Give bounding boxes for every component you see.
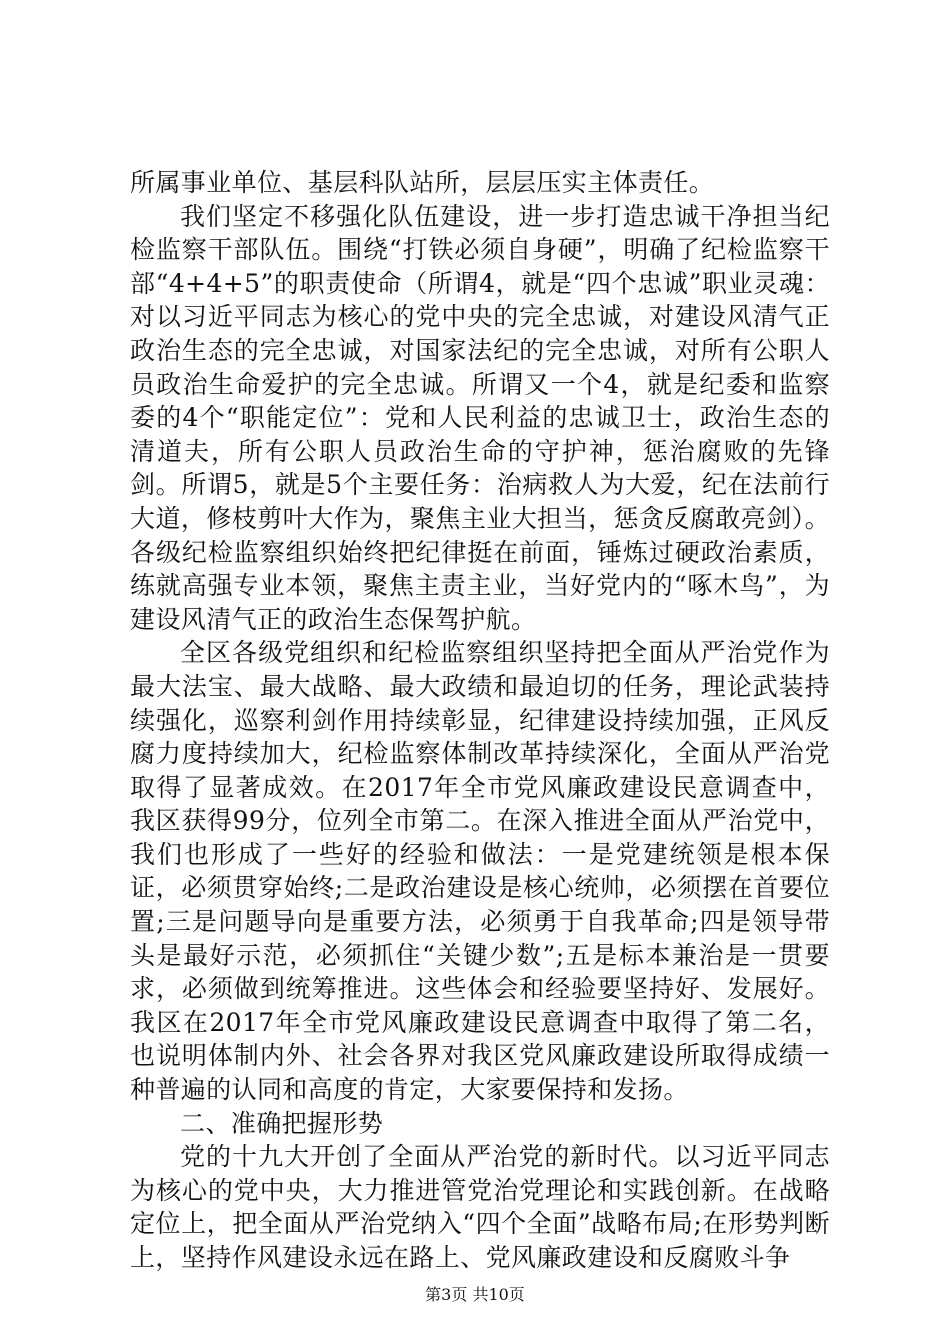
paragraph-achievements: 全区各级党组织和纪检监察组织坚持把全面从严治党作为最大法宝、最大战略、最大政绩和最迫切的任务，理论武装持续强化，巡察利剑作用持续彰显，纪律建设持续加强，正风反腐力度持续加大，纪检监察体制改革持续深化，全面从严治党取得了显著成效。在2017年全市党风廉政建设民意调查中，我区获得99分，位列全市第二。在深入推进全面从严治党中，我们也形成了一些好的经验和做法：一是党建统领是根本保证，必须贯穿始终;二是政治建设是核心统帅，必须摆在首要位置;三是问题导向是重要方法，必须勇于自我革命;四是领导带头是最好示范，必须抓住“关键少数”;五是标本兼治是一贯要求，必须做到统筹推进。这些体会和经验要坚持好、发展好。我区在2017年全市党风廉政建设民意调查中取得了第二名，也说明体制内外、社会各界对我区党风廉政建设所取得成绩一种普遍的认同和高度的肯定，大家要保持和发扬。 — [130, 638, 830, 1105]
paragraph-continuation: 所属事业单位、基层科队站所，层层压实主体责任。 — [130, 168, 715, 197]
paragraph-situation: 党的十九大开创了全面从严治党的新时代。以习近平同志为核心的党中央，大力推进管党治党理论和实践创新。在战略定位上，把全面从严治党纳入“四个全面”战略布局;在形势判断上，坚持作风建设永远在路上、党风廉政建设和反腐败斗争 — [130, 1142, 830, 1272]
section-heading: 二、准确把握形势 — [180, 1108, 384, 1138]
paragraph-team-building: 我们坚定不移强化队伍建设，进一步打造忠诚干净担当纪检监察干部队伍。围绕“打铁必须自身硬”，明确了纪检监察干部“4+4+5”的职责使命（所谓4，就是“四个忠诚”职业灵魂：对以习近平同志为核心的党中央的完全忠诚，对建设风清气正政治生态的完全忠诚，对国家法纪的完全忠诚，对所有公职人员政治生命爱护的完全忠诚。所谓又一个4，就是纪委和监察委的4个“职能定位”：党和人民利益的忠诚卫士，政治生态的清道夫，所有公职人员政治生命的守护神，惩治腐败的先锋剑。所谓5，就是5个主要任务：治病救人为大爱，纪在法前行大道，修枝剪叶大作为，聚焦主业大担当，惩贪反腐敢亮剑）。各级纪检监察组织始终把纪律挺在前面，锤炼过硬政治素质，练就高强专业本领，聚焦主责主业，当好党内的“啄木鸟”，为建设风清气正的政治生态保驾护航。 — [130, 201, 830, 634]
page-footer: 第3页 共10页 — [425, 1285, 525, 1304]
document-body — [130, 166, 830, 1275]
